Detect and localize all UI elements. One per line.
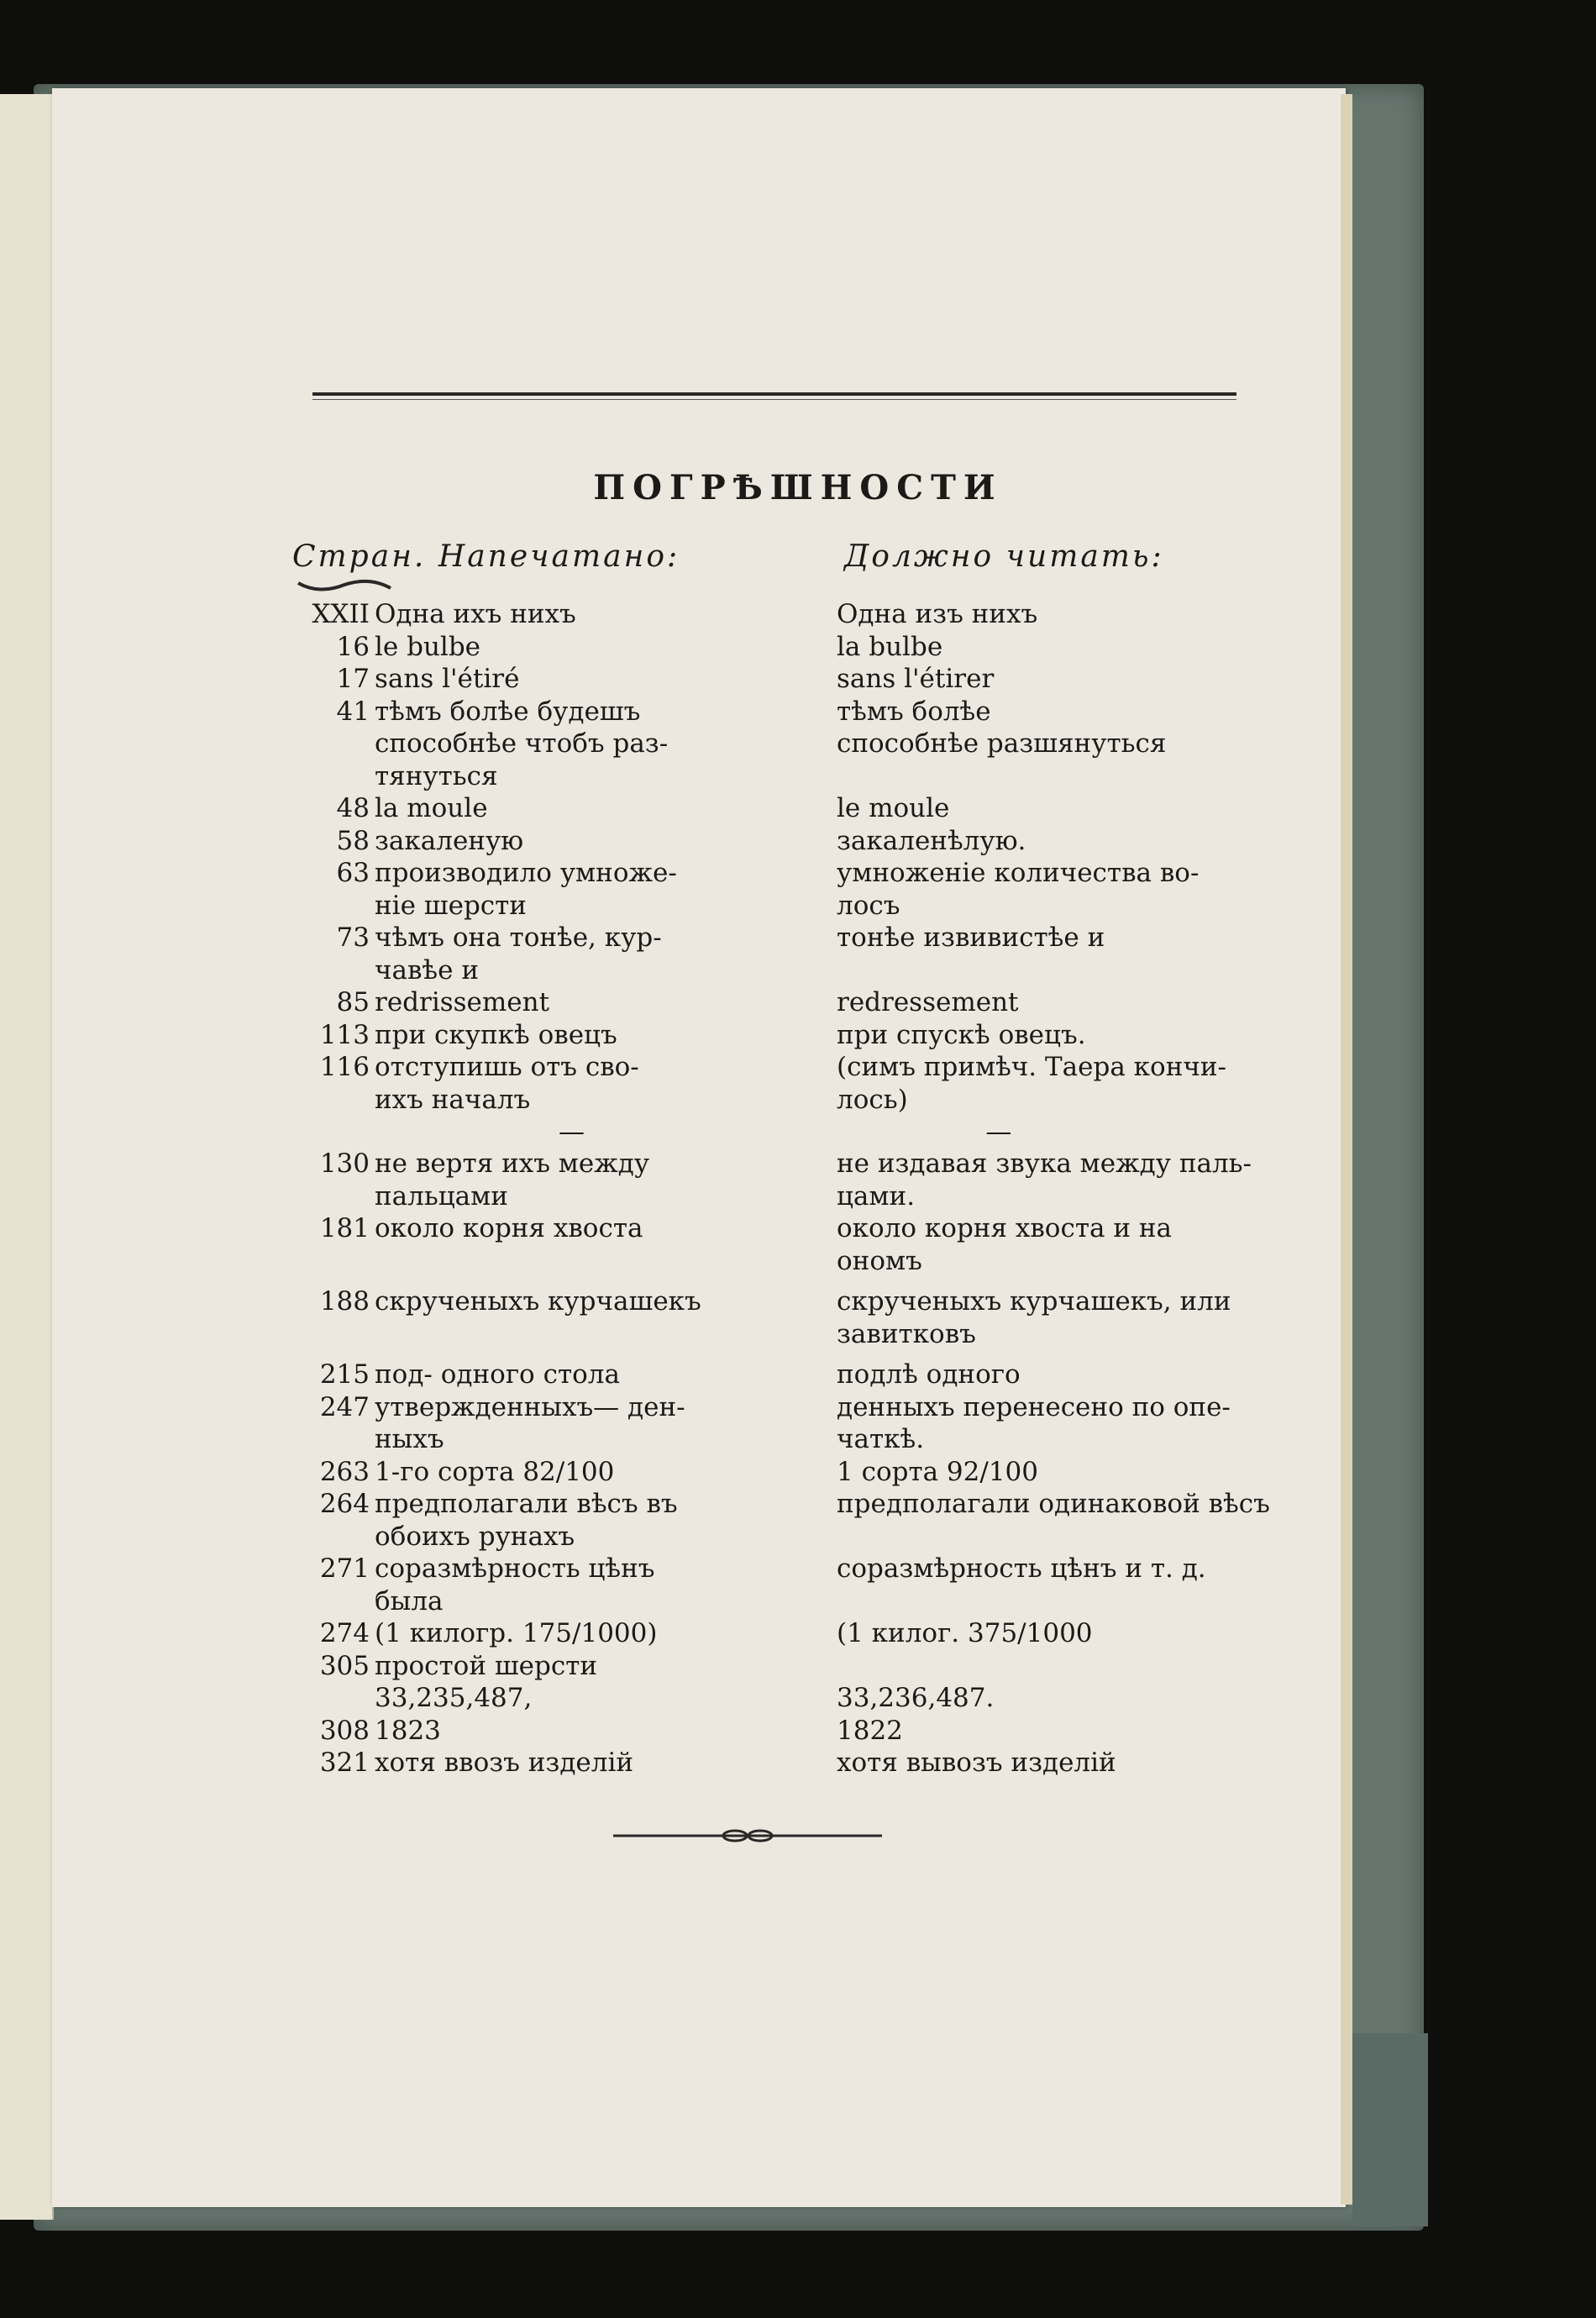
header-printed xyxy=(292,539,680,574)
page-number: 308 xyxy=(319,1715,370,1746)
errata-row xyxy=(286,598,1218,631)
page-number: 247 xyxy=(319,1391,370,1422)
row-gap xyxy=(286,1277,1218,1285)
printed-text: Одна ихъ нихъ xyxy=(375,599,576,629)
printed-text: тѣмъ болѣе будешъ способнѣе чтобъ раз- тянуться xyxy=(375,696,669,791)
errata-row xyxy=(286,1456,1218,1489)
corrected-text: около корня хвоста и на ономъ xyxy=(837,1213,1172,1276)
page-number: 73 xyxy=(336,922,370,953)
errata-row xyxy=(286,986,1218,1019)
row-gap xyxy=(286,1350,1218,1359)
corrected-text: соразмѣрность цѣнъ и т. д. xyxy=(837,1553,1206,1584)
page-stack-edge xyxy=(1341,94,1352,2205)
printed-text: le bulbe xyxy=(375,631,481,662)
corrected-text: тѣмъ болѣе способнѣе разшянуться xyxy=(837,696,1167,759)
printed-text: простой шерсти 33,235,487, xyxy=(375,1650,598,1713)
corrected-text: тонѣе извивистѣе и xyxy=(837,922,1105,953)
errata-row xyxy=(286,792,1218,825)
printed-text: около корня хвоста xyxy=(375,1213,643,1243)
printed-text: 1-го сорта 82/100 xyxy=(375,1456,615,1487)
page-number: 130 xyxy=(319,1148,370,1179)
errata-row xyxy=(286,1019,1218,1052)
page-number: 85 xyxy=(336,987,370,1017)
errata-row xyxy=(286,922,1218,986)
printed-text: не вертя ихъ между пальцами xyxy=(375,1148,650,1212)
corrected-text: умноженіе количества во- лосъ xyxy=(837,858,1200,921)
errata-row xyxy=(286,1747,1218,1779)
errata-row xyxy=(286,1212,1218,1277)
printed-text: (1 килогр. 175/1000) xyxy=(375,1618,658,1648)
page-number: 116 xyxy=(319,1052,370,1082)
errata-row xyxy=(286,857,1218,922)
corrected-text: закаленѣлую. xyxy=(837,825,1026,856)
printed-text: 1823 xyxy=(375,1715,441,1746)
corrected-text: не издавая звука между паль- цами. xyxy=(837,1148,1252,1212)
page-number: 181 xyxy=(319,1213,370,1243)
corrected-text: (1 килог. 375/1000 xyxy=(837,1618,1093,1648)
errata-row xyxy=(286,1617,1218,1650)
errata-row xyxy=(286,1650,1218,1715)
errata-row xyxy=(286,1553,1218,1617)
printed-text: скрученыхъ курчашекъ xyxy=(375,1286,701,1317)
page-number: 113 xyxy=(319,1019,370,1050)
errata-row xyxy=(286,663,1218,696)
errata-row xyxy=(286,1488,1270,1553)
page-number: 58 xyxy=(336,825,370,856)
errata-row xyxy=(286,1391,1231,1456)
printed-text: redrissement xyxy=(375,987,550,1017)
errata-row xyxy=(286,825,1218,858)
printed-text: предполагали вѣсъ въ обоихъ рунахъ xyxy=(375,1489,678,1552)
printed-text: отступишь отъ сво- ихъ началъ xyxy=(375,1052,639,1115)
corrected-text: денныхъ перенесено по опе- чаткѣ. xyxy=(837,1391,1231,1454)
corrected-text: подлѣ одного xyxy=(837,1359,1021,1390)
errata-list xyxy=(286,598,1270,1779)
printed-text: соразмѣрность цѣнъ была xyxy=(375,1553,655,1616)
torn-cover-edge xyxy=(1352,2033,1428,2226)
printed-text: под- одного стола xyxy=(375,1359,620,1390)
corrected-text: при спускѣ овецъ. xyxy=(837,1019,1086,1050)
corrected-text: предполагали одинаковой вѣсъ xyxy=(837,1489,1270,1519)
corrected-text: (симъ примѣч. Таера кончи- лось) xyxy=(837,1052,1227,1115)
separator-dash-row: — — xyxy=(558,1117,1012,1147)
previous-page-edge xyxy=(0,94,54,2220)
corrected-text: 33,236,487. xyxy=(837,1683,995,1713)
top-rule xyxy=(312,392,1236,396)
corrected-text: la bulbe xyxy=(837,631,943,662)
page-number: 63 xyxy=(336,858,370,888)
page-number: 271 xyxy=(319,1553,370,1584)
page-number: 321 xyxy=(319,1748,370,1778)
page-number: 215 xyxy=(319,1359,370,1390)
header-swash-ornament xyxy=(294,576,395,597)
errata-row xyxy=(286,1285,1231,1350)
page-number: 16 xyxy=(336,631,370,662)
errata-row xyxy=(286,1359,1218,1391)
printed-text: при скупкѣ овецъ xyxy=(375,1019,617,1050)
corrected-text: Одна изъ нихъ xyxy=(837,599,1038,629)
errata-row xyxy=(286,696,1218,793)
header-printed-label: Напечатано: xyxy=(438,539,680,574)
errata-row xyxy=(286,1715,1218,1748)
printed-text: утвержденныхъ— ден- ныхъ xyxy=(375,1391,685,1454)
header-page-label: Стран. xyxy=(292,539,427,574)
printed-text: sans l'étiré xyxy=(375,664,520,694)
page-number: 48 xyxy=(336,793,370,823)
page-number: 17 xyxy=(336,664,370,694)
printed-text: хотя ввозъ изделій xyxy=(375,1748,634,1778)
page-title: ПОГРѢШНОСТИ xyxy=(593,468,1003,507)
page-number: 305 xyxy=(319,1650,370,1681)
printed-text: la moule xyxy=(375,793,488,823)
page-number: XXII xyxy=(312,599,370,629)
printed-text: производило умноже- ніе шерсти xyxy=(375,858,677,921)
corrected-text: 1 сорта 92/100 xyxy=(837,1456,1038,1487)
page-number: 41 xyxy=(336,696,370,727)
page-number: 263 xyxy=(319,1456,370,1487)
errata-row xyxy=(286,1051,1227,1116)
errata-row xyxy=(286,631,1218,664)
printed-text: чѣмъ она тонѣе, кур- чавѣе и xyxy=(375,922,662,986)
corrected-text: le moule xyxy=(837,793,950,823)
page-number: 274 xyxy=(319,1618,370,1648)
page-number: 264 xyxy=(319,1489,370,1519)
top-rule-thin xyxy=(312,399,1236,400)
corrected-text: скрученыхъ курчашекъ, или завитковъ xyxy=(837,1286,1231,1349)
printed-text: закаленую xyxy=(375,825,524,856)
corrected-text: redressement xyxy=(837,987,1019,1017)
errata-row xyxy=(286,1148,1252,1212)
page-number: 188 xyxy=(319,1286,370,1317)
header-read: Должно читать: xyxy=(844,539,1164,574)
corrected-text: 1822 xyxy=(837,1715,903,1746)
corrected-text: хотя вывозъ изделій xyxy=(837,1748,1116,1778)
closing-ornament xyxy=(613,1823,882,1848)
corrected-text: sans l'étirer xyxy=(837,664,995,694)
